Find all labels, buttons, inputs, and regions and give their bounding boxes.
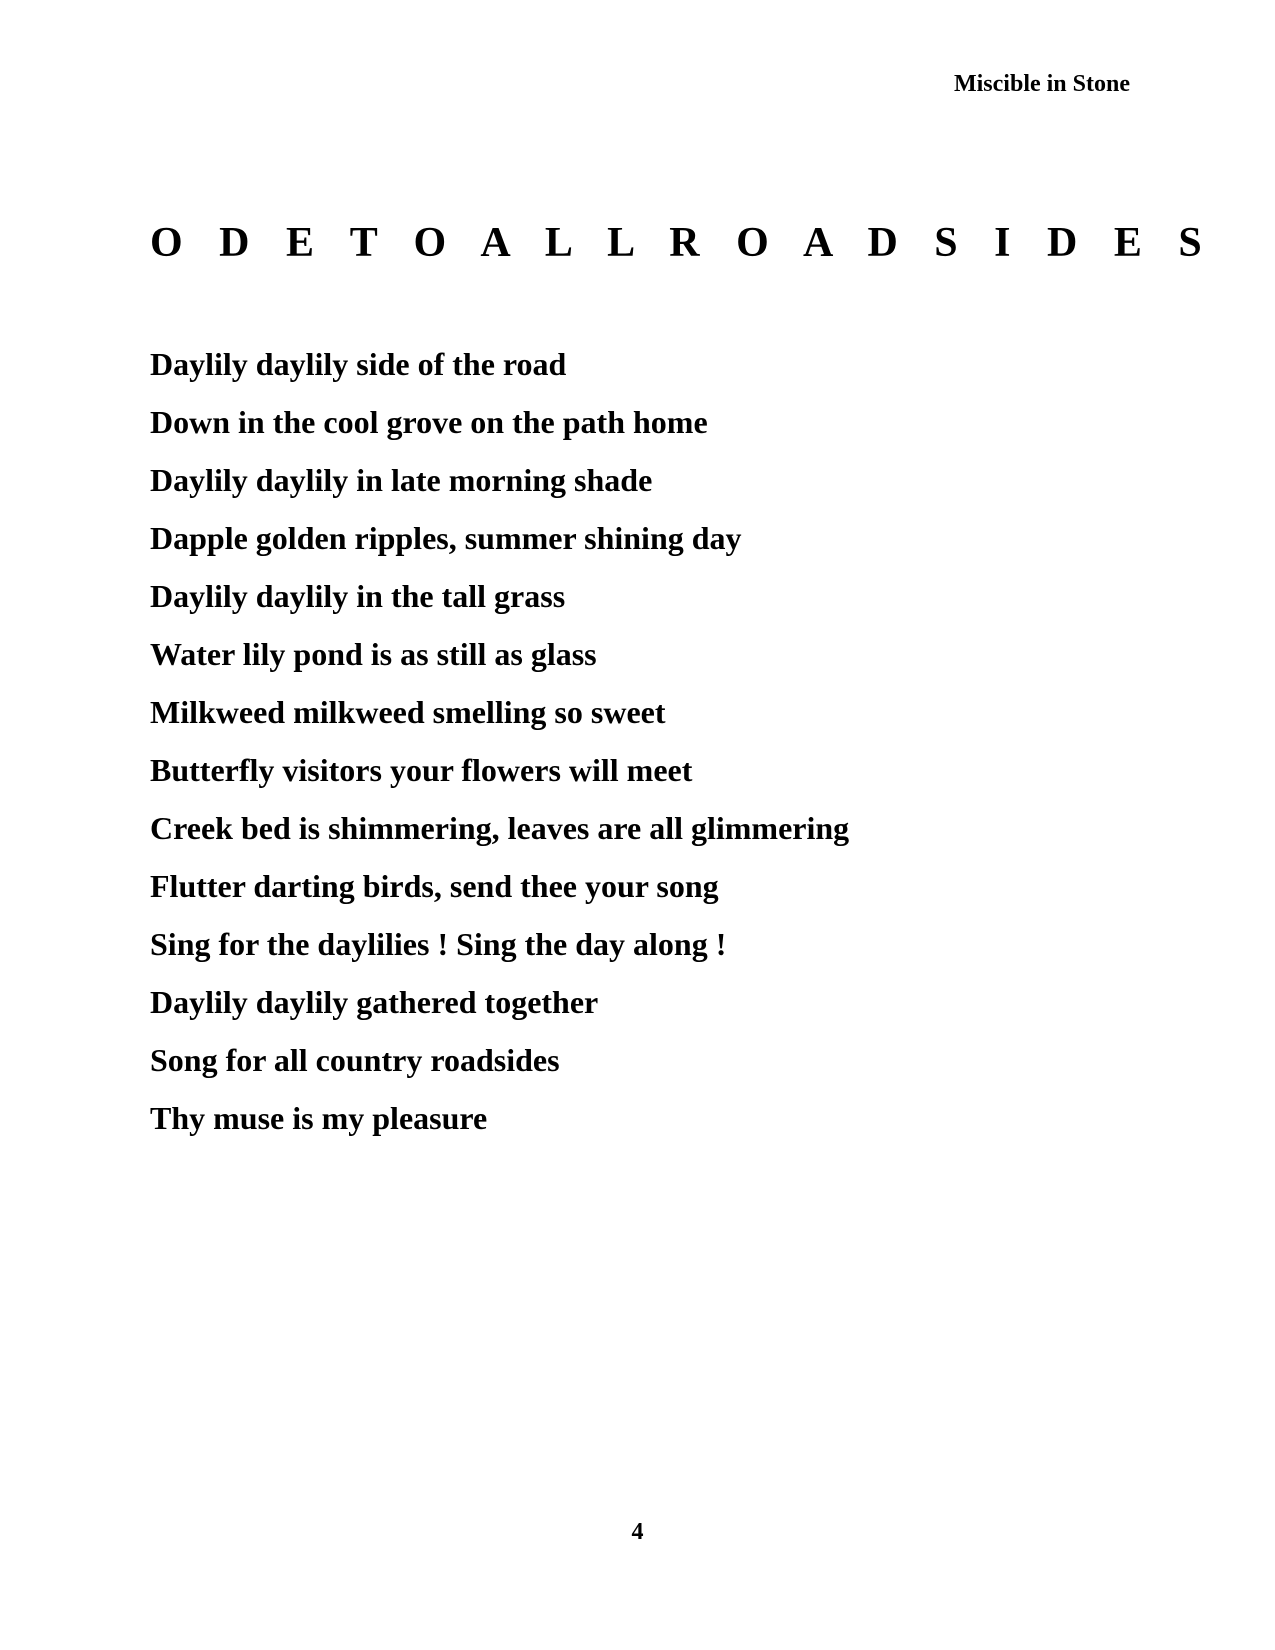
running-header-title: Miscible in Stone — [953, 71, 1130, 97]
poem-title: O D E T O A L L R O A D S I D E S — [150, 220, 1215, 266]
poem-body — [150, 335, 849, 1147]
poem-line: Water lily pond is as still as glass — [150, 636, 597, 672]
poem-line: Song for all country roadsides — [150, 1042, 560, 1078]
poem-line: Daylily daylily in the tall grass — [150, 578, 566, 614]
poem-line: Down in the cool grove on the path home — [150, 404, 708, 440]
page-number: 4 — [631, 1519, 644, 1545]
poem-line: Creek bed is shimmering, leaves are all glimmering — [150, 810, 850, 846]
poem-line: Daylily daylily in late morning shade — [150, 462, 653, 498]
poem-line: Daylily daylily gathered together — [150, 984, 599, 1020]
poem-line: Flutter darting birds, send thee your song — [150, 868, 719, 904]
poem-line: Daylily daylily side of the road — [150, 346, 567, 382]
poem-line: Sing for the daylilies ! Sing the day along ! — [150, 926, 727, 962]
poem-line: Thy muse is my pleasure — [150, 1100, 488, 1136]
poem-line: Milkweed milkweed smelling so sweet — [150, 694, 666, 730]
poem-line: Dapple golden ripples, summer shining day — [150, 520, 742, 556]
poem-line: Butterfly visitors your flowers will meet — [150, 752, 693, 788]
